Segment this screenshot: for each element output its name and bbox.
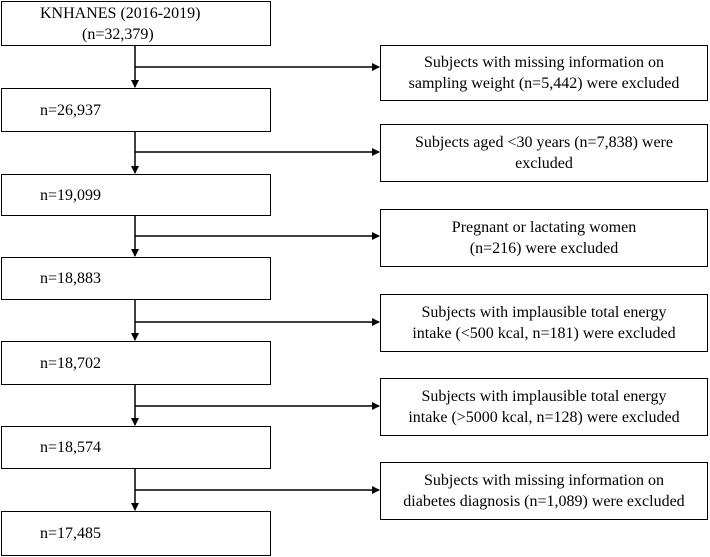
step-count-6: n=17,485 — [40, 525, 102, 542]
start-count: (n=32,379) — [82, 25, 154, 43]
arrow-group-1 — [135, 46, 379, 87]
step-box-3 — [1, 257, 271, 300]
exclusion-line1: Subjects with implausible total energy — [421, 388, 667, 405]
step-box-5 — [1, 426, 271, 469]
exclusion-box-2 — [380, 124, 708, 182]
exclusion-line2: intake (<500 kcal, n=181) were excluded — [412, 325, 676, 342]
arrow-group-5 — [135, 385, 379, 425]
exclusion-line2: excluded — [515, 155, 573, 172]
exclusion-line2: (n=216) were excluded — [469, 240, 619, 257]
exclusion-line1: Subjects with missing information on — [424, 472, 664, 489]
step-count-1: n=26,937 — [40, 101, 102, 119]
exclusion-line2: diabetes diagnosis (n=1,089) were excluded — [403, 493, 685, 510]
step-count-2: n=19,099 — [40, 186, 102, 204]
exclusion-box-3 — [380, 209, 708, 267]
exclusion-line1: Subjects with missing information on — [424, 54, 664, 71]
exclusion-line2: sampling weight (n=5,442) were excluded — [408, 75, 680, 92]
start-title: KNHANES (2016-2019) — [40, 4, 201, 22]
step-box-2 — [1, 174, 271, 216]
step-box-1 — [1, 88, 271, 132]
step-count-4: n=18,702 — [40, 354, 102, 372]
exclusion-line1: Pregnant or lactating women — [451, 219, 637, 236]
step-box-4 — [1, 341, 271, 385]
exclusion-box-5 — [380, 378, 708, 436]
start-box — [1, 1, 271, 46]
arrow-group-3 — [135, 216, 379, 256]
arrow-group-2 — [135, 132, 379, 173]
exclusion-box-6 — [380, 462, 708, 520]
step-box-6 — [1, 511, 271, 556]
exclusion-line1: Subjects aged <30 years (n=7,838) were — [415, 134, 673, 151]
step-count-5: n=18,574 — [40, 439, 102, 456]
exclusion-line2: intake (>5000 kcal, n=128) were excluded — [408, 409, 680, 426]
arrow-group-4 — [135, 300, 379, 340]
step-count-3: n=18,883 — [40, 270, 102, 287]
arrow-group-6 — [135, 469, 379, 510]
exclusion-line1: Subjects with implausible total energy — [421, 304, 667, 321]
exclusion-box-1 — [380, 45, 708, 101]
exclusion-box-4 — [380, 294, 708, 352]
